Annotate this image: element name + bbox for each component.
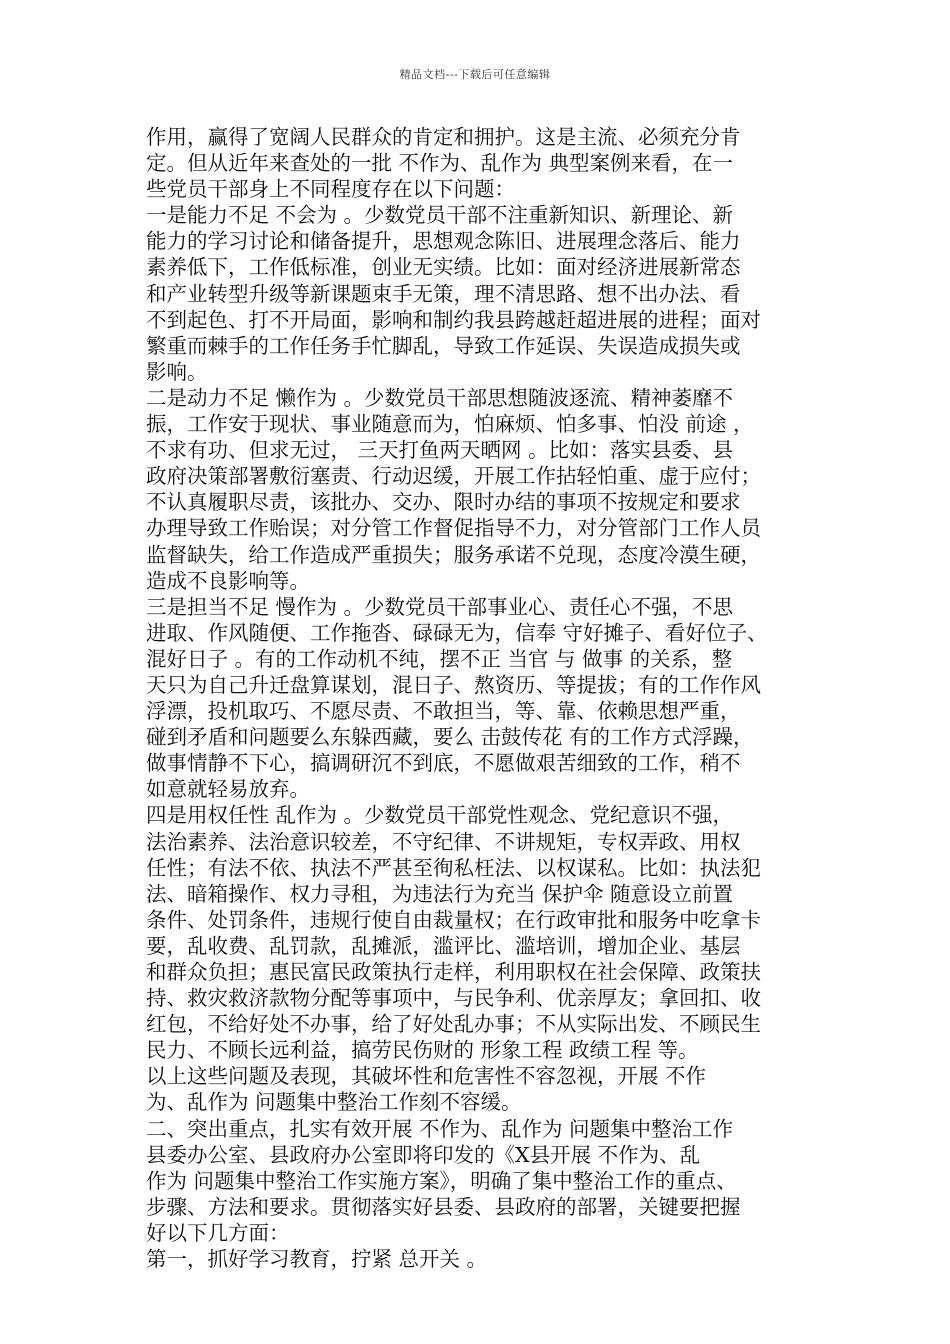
text-line: 县委办公室、县政府办公室即将印发的《X县开展 不作为、乱 [146, 1142, 701, 1167]
text-line: 法、暗箱操作、权力寻租，为违法行为充当 保护伞 随意设立前置 [146, 881, 734, 906]
section-heading: 二、突出重点，扎实有效开展 不作为、乱作为 问题集中整治工作 [146, 1116, 734, 1141]
text-line: 作为 问题集中整治工作实施方案》，明确了集中整治工作的重点、 [146, 1168, 737, 1193]
text-line: 造成不良影响等。 [146, 568, 310, 593]
text-line: 以上这些问题及表现，其破坏性和危害性不容忽视，开展 不作 [146, 1064, 707, 1089]
text-line: 步骤、方法和要求。贯彻落实好县委、县政府的部署，关键要把握 [146, 1194, 741, 1219]
text-line: 政府决策部署敷衍塞责、行动迟缓，开展工作拈轻怕重、虚于应付； [146, 464, 761, 489]
text-line: 监督缺失，给工作造成严重损失；服务承诺不兑现，态度冷漠生硬， [146, 542, 761, 567]
text-line: 二是动力不足 懒作为 。少数党员干部思想随波逐流、精神萎靡不 [146, 385, 734, 410]
text-line: 作用，赢得了宽阔人民群众的肯定和拥护。这是主流、必须充分肯 [146, 125, 741, 149]
text-line: 一是能力不足 不会为 。少数党员干部不注重新知识、新理论、新 [146, 203, 734, 228]
text-line: 影响。 [146, 359, 208, 384]
text-line: 做事情静不下心，搞调研沉不到底，不愿做艰苦细致的工作，稍不 [146, 751, 741, 776]
text-line: 能力的学习讨论和储备提升，思想观念陈旧、进展理念落后、能力 [146, 229, 741, 254]
text-line: 好以下几方面： [146, 1220, 290, 1245]
document-body [146, 124, 818, 1272]
text-line: 条件、处罚条件，违规行使自由裁量权；在行政审批和服务中吃拿卡 [146, 907, 761, 932]
page-header: 精品文档---下载后可任意编辑 [399, 68, 551, 81]
text-line: 和产业转型升级等新课题束手无策，理不清思路、想不出办法、看 [146, 281, 741, 306]
text-line: 素养低下，工作低标准，创业无实绩。比如：面对经济进展新常态 [146, 255, 741, 280]
text-line: 不求有功、但求无过， 三天打鱼两天晒网 。比如：落实县委、县 [146, 438, 734, 463]
text-line: 天只为自己升迁盘算谋划，混日子、熬资历、等提拔；有的工作作风 [146, 672, 761, 697]
text-line: 碰到矛盾和问题要么东躲西藏，要么 击鼓传花 有的工作方式浮躁， [146, 725, 754, 750]
text-line: 民力、不顾长远利益，搞劳民伤财的 形象工程 政绩工程 等。 [146, 1038, 699, 1063]
text-line: 办理导致工作贻误；对分管工作督促指导不力，对分管部门工作人员 [146, 516, 761, 541]
text-line: 不认真履职尽责，该批办、交办、限时办结的事项不按规定和要求 [146, 490, 741, 515]
text-line: 进取、作风随便、工作拖沓、碌碌无为，信奉 守好摊子、看好位子、 [146, 620, 768, 645]
text-line: 持、救灾救济款物分配等事项中，与民争利、优亲厚友；拿回扣、收 [146, 986, 761, 1011]
text-line: 法治素养、法治意识较差，不守纪律、不讲规矩，专权弄政、用权 [146, 829, 741, 854]
text-line: 为、乱作为 问题集中整治工作刻不容缓。 [146, 1090, 522, 1115]
text-line: 振，工作安于现状、事业随意而为，怕麻烦、怕多事、怕没 前途 ， [146, 412, 754, 437]
text-line: 和群众负担；惠民富民政策执行走样，利用职权在社会保障、政策扶 [146, 960, 761, 984]
text-line: 四是用权任性 乱作为 。少数党员干部党性观念、党纪意识不强， [146, 803, 734, 828]
text-line: 要，乱收费、乱罚款，乱摊派，滥评比、滥培训，增加企业、基层 [146, 933, 741, 958]
text-line: 些党员干部身上不同程度存在以下问题： [146, 177, 515, 202]
text-line: 浮漂，投机取巧、不愿尽责、不敢担当，等、靠、依赖思想严重， [146, 699, 741, 724]
text-line: 繁重而棘手的工作任务手忙脚乱，导致工作延误、失误造成损失或 [146, 333, 741, 358]
text-line: 红包，不给好处不办事，给了好处乱办事；不从实际出发、不顾民生 [146, 1012, 761, 1037]
text-line: 定。但从近年来查处的一批 不作为、乱作为 典型案例来看，在一 [146, 151, 734, 176]
text-line: 任性；有法不依、执法不严甚至徇私枉法、以权谋私。比如：执法犯 [146, 855, 761, 880]
text-line: 第一，抓好学习教育，拧紧 总开关 。 [146, 1247, 488, 1272]
text-line: 不到起色、打不开局面，影响和制约我县跨越赶超进展的进程；面对 [146, 307, 761, 332]
text-line: 三是担当不足 慢作为 。少数党员干部事业心、责任心不强，不思 [146, 594, 734, 619]
text-line: 如意就轻易放弃。 [146, 777, 310, 802]
text-line: 混好日子 。有的工作动机不纯，摆不正 当官 与 做事 的关系，整 [146, 646, 733, 671]
